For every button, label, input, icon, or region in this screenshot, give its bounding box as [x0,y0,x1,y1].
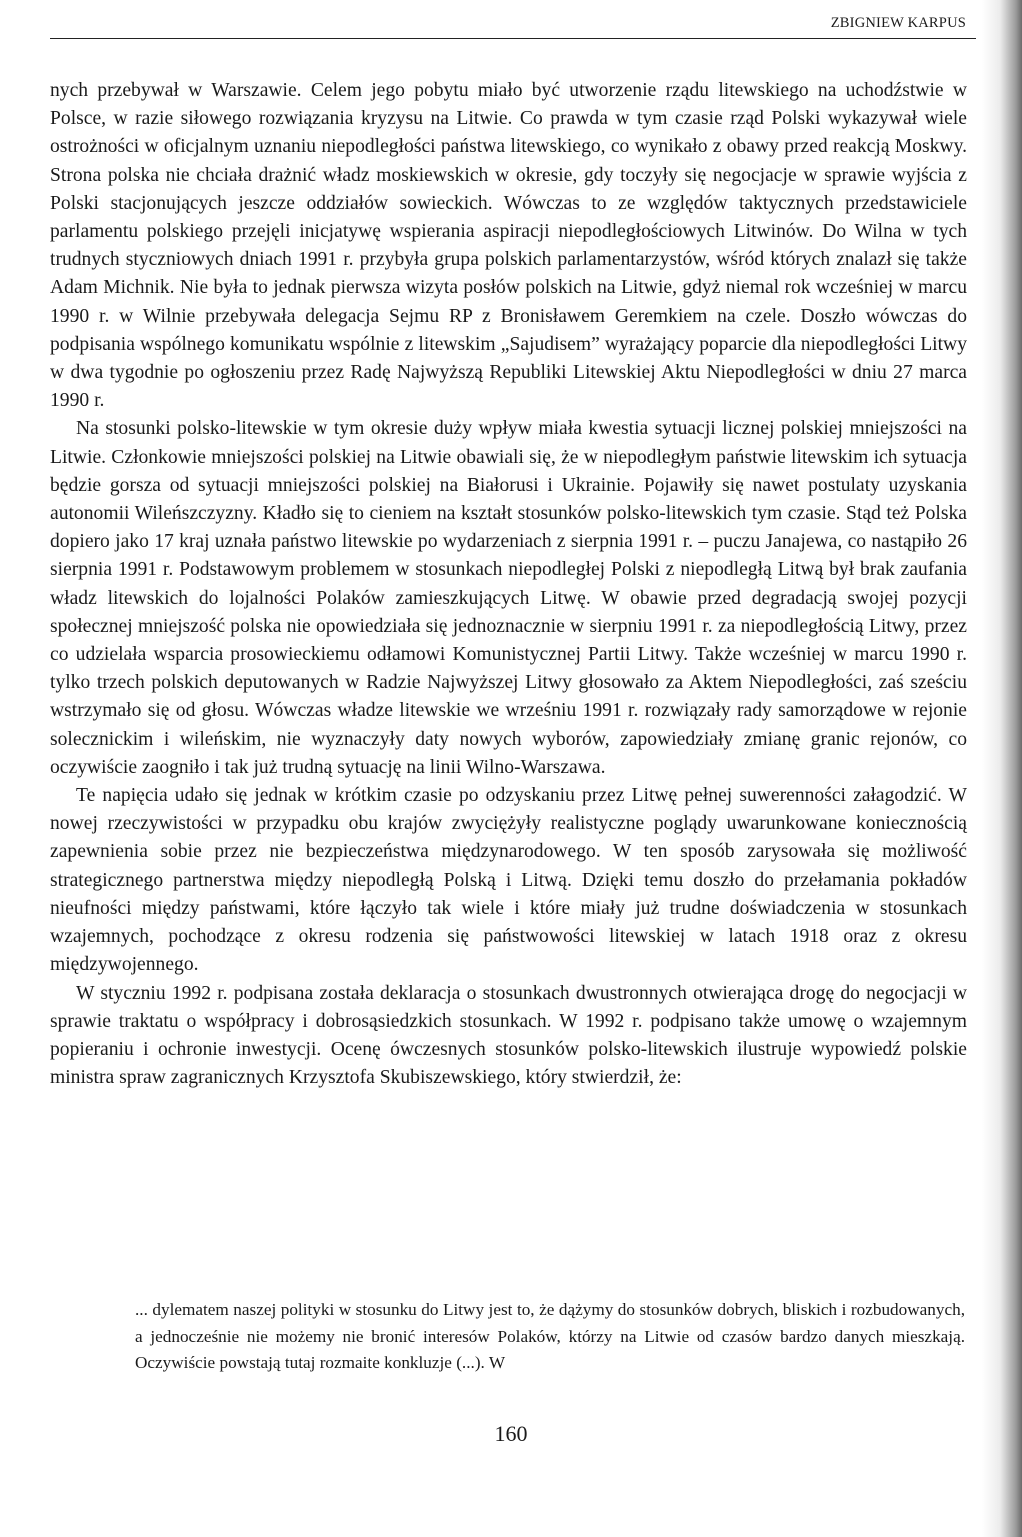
paragraph: nych przebywał w Warszawie. Celem jego pobytu miało być utworzenie rządu litewskiego na uchodźstwie w Polsce, w razie siłowego rozwiązania kryzysu na Litwie. Co prawda w tym czasie rząd Polski wykazywał wiele ostrożności w oficjalnym uznaniu niepodległości państwa litewskiego, co wynikało z obawy przed reakcją Moskwy. Strona polska nie chciała drażnić władz moskiewskich w okresie, gdy toczyły się negocjacje w sprawie wyjścia z Polski stacjonujących jeszcze oddziałów sowieckich. Wówczas to ze względów taktycznych przedstawiciele parlamentu polskiego przejęli inicjatywę wspierania aspiracji niepodległościowych Litwinów. Do Wilna w tych trudnych styczniowych dniach 1991 r. przybyła grupa polskich parlamentarzystów, wśród których znalazł się także Adam Michnik. Nie była to jednak pierwsza wizyta posłów polskich na Litwie, gdyż niemal rok wcześniej w marcu 1990 r. w Wilnie przebywała delegacja Sejmu RP z Bronisławem Geremkiem na czele. Doszło wówczas do podpisania wspólnego komunikatu wspólnie z litewskim „Sajudisem” wyrażający poparcie dla niepodległości Litwy w dwa tygodnie po ogłoszeniu przez Radę Najwyższą Republiki Litewskiej Aktu Niepodległości w dniu 27 marca 1990 r. [50,80,967,412]
scan-edge-shadow [982,0,1022,1537]
page-number: 160 [494,1421,528,1446]
paragraph: Te napięcia udało się jednak w krótkim czasie po odzyskaniu przez Litwę pełnej suwerenności załagodzić. W nowej rzeczywistości w przypadku obu krajów zwyciężyły realistyczne poglądy uwarunkowane koniecznością zapewnienia sobie przez nie bezpieczeństwa międzynarodowego. W ten sposób zarysowała się możliwość strategicznego partnerstwa między niepodległą Polską i Litwą. Dzięki temu doszło do przełamania pokładów nieufności między państwami, które łączyło tak wiele i które miały już trudne doświadczenia w stosunkach wzajemnych, pochodzące z okresu rodzenia się państwowości litewskiej w latach 1918 oraz z okresu międzywojennego. [50,785,967,976]
header-rule [50,38,976,39]
running-head: ZBIGNIEW KARPUS [830,15,966,31]
quote-text: ... dylematem naszej polityki w stosunku do Litwy jest to, że dążymy do stosunków dobrych, bliskich i rozbudowanych, a jednocześnie nie możemy nie bronić interesów Polaków, którzy na Litwie od czasów bardzo danych mieszkają. Oczywiście powstają tutaj rozmaite konkluzje (...). W [135,1300,965,1372]
paragraph: W styczniu 1992 r. podpisana została deklaracja o stosunkach dwustronnych otwierająca drogę do negocjacji w sprawie traktatu o współpracy i dobrosąsiedzkich stosunkach. W 1992 r. podpisano także umowę o wzajemnym popieraniu i ochronie inwestycji. Ocenę ówczesnych stosunków polsko-litewskich ilustruje wypowiedź polskie ministra spraw zagranicznych Krzysztofa Skubiszewskiego, który stwierdził, że: [50,982,967,1089]
block-quote [135,1297,965,1377]
body-text [50,77,967,1092]
paragraph: Na stosunki polsko-litewskie w tym okresie duży wpływ miała kwestia sytuacji licznej polskiej mniejszości na Litwie. Członkowie mniejszości polskiej na Litwie obawiali się, że w niepodległym państwie litewskim ich sytuacja będzie gorsza od sytuacji mniejszości polskiej na Białorusi i Ukrainie. Pojawiły się nawet postulaty uzyskania autonomii Wileńszczyzny. Kładło się to cieniem na kształt stosunków polsko-litewskich tym czasie. Stąd też Polska dopiero jako 17 kraj uznała państwo litewskie po wydarzeniach z sierpnia 1991 r. – puczu Janajewa, co nastąpiło 26 sierpnia 1991 r. Podstawowym problemem w stosunkach niepodległej Polski z niepodległą Litwą był brak zaufania władz litewskich do lojalności Polaków zamieszkujących Litwę. W obawie przed degradacją swojej pozycji społecznej mniejszość polska nie opowiedziała się jednoznacznie w sierpniu 1991 r. za niepodległością Litwy, przez co udzielała wsparcia prosowieckiemu odłamowi Komunistycznej Partii Litwy. Także wcześniej w marcu 1990 r. tylko trzech polskich deputowanych w Radzie Najwyższej Litwy głosowało za Aktem Niepodległości, zaś sześciu wstrzymało się od głosu. Wówczas władze litewskie we wrześniu 1991 r. rozwiązały rady samorządowe w rejonie solecznickim i wileńskim, nie wyznaczyły daty nowych wyborów, zapowiedziały zmianę granic rejonów, co oczywiście zaogniło i tak już trudną sytuację na linii Wilno-Warszawa. [50,418,967,778]
